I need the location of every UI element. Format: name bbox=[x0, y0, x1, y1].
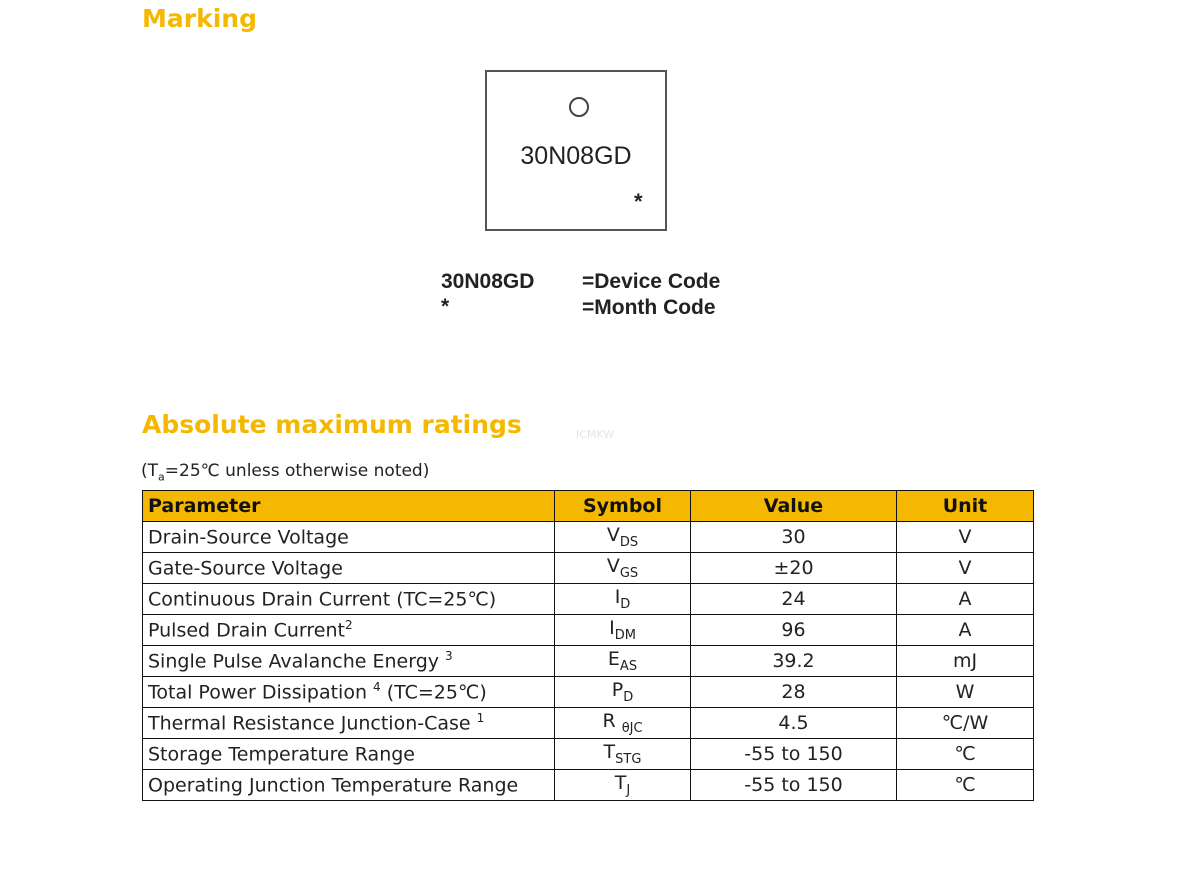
cell-symbol: $V_{GS}$ bbox=[555, 553, 691, 584]
chip-device-code: 30N08GD bbox=[520, 142, 632, 170]
legend-key-month: * bbox=[441, 295, 450, 318]
cell-value: 24 bbox=[691, 584, 897, 615]
table-row bbox=[143, 770, 1034, 801]
watermark-text: ICMKW bbox=[576, 428, 615, 441]
chip-package-diagram bbox=[485, 70, 667, 231]
cell-parameter: Single Pulse Avalanche Energy $^3$ bbox=[143, 646, 555, 677]
cell-symbol: $T_{STG}$ bbox=[555, 739, 691, 770]
ratings-table bbox=[142, 490, 1034, 801]
cell-unit: V bbox=[897, 522, 1034, 553]
cell-parameter: Operating Junction Temperature Range bbox=[143, 770, 555, 801]
cell-symbol: $T_J$ bbox=[555, 770, 691, 801]
marking-title: Marking bbox=[142, 4, 257, 33]
table-row bbox=[143, 708, 1034, 739]
table-row bbox=[143, 615, 1034, 646]
legend-key-device: 30N08GD bbox=[441, 270, 535, 293]
header-parameter: Parameter bbox=[143, 491, 555, 522]
cell-value: 28 bbox=[691, 677, 897, 708]
header-unit: Unit bbox=[897, 491, 1034, 522]
cell-symbol: $I_D$ bbox=[555, 584, 691, 615]
cell-unit: mJ bbox=[897, 646, 1034, 677]
chip-month-code-star: * bbox=[634, 189, 643, 214]
legend-value-device: =Device Code bbox=[582, 270, 721, 293]
table-row bbox=[143, 553, 1034, 584]
cell-parameter: Drain-Source Voltage bbox=[143, 522, 555, 553]
cell-unit: A bbox=[897, 584, 1034, 615]
table-header-row bbox=[143, 491, 1034, 522]
cell-symbol: R $_{\theta JC}$ bbox=[555, 708, 691, 739]
cell-unit: A bbox=[897, 615, 1034, 646]
cell-parameter: Pulsed Drain Current$^2$ bbox=[143, 615, 555, 646]
table-row bbox=[143, 646, 1034, 677]
header-symbol: Symbol bbox=[555, 491, 691, 522]
cell-value: ±20 bbox=[691, 553, 897, 584]
cell-parameter: Continuous Drain Current (TC=25℃) bbox=[143, 584, 555, 615]
pin1-circle-icon bbox=[569, 97, 589, 117]
cell-value: 30 bbox=[691, 522, 897, 553]
table-row bbox=[143, 584, 1034, 615]
table-row bbox=[143, 739, 1034, 770]
cell-symbol: $E_{AS}$ bbox=[555, 646, 691, 677]
cell-unit: ℃ bbox=[897, 739, 1034, 770]
cell-symbol: $V_{DS}$ bbox=[555, 522, 691, 553]
cell-value: -55 to 150 bbox=[691, 770, 897, 801]
cell-unit: V bbox=[897, 553, 1034, 584]
cell-symbol: $I_{DM}$ bbox=[555, 615, 691, 646]
table-row bbox=[143, 677, 1034, 708]
cell-unit: ℃ bbox=[897, 770, 1034, 801]
cell-parameter: Gate-Source Voltage bbox=[143, 553, 555, 584]
condition-note: ($T_a=25℃$ unless otherwise noted) bbox=[141, 461, 430, 484]
cell-parameter: Thermal Resistance Junction-Case $^1$ bbox=[143, 708, 555, 739]
cell-value: 39.2 bbox=[691, 646, 897, 677]
cell-parameter: Storage Temperature Range bbox=[143, 739, 555, 770]
legend-value-month: =Month Code bbox=[582, 296, 716, 319]
table-row bbox=[143, 522, 1034, 553]
cell-unit: ℃/W bbox=[897, 708, 1034, 739]
cell-parameter: Total Power Dissipation $^4$ (TC=25℃) bbox=[143, 677, 555, 708]
ratings-title: Absolute maximum ratings bbox=[142, 410, 522, 439]
cell-value: -55 to 150 bbox=[691, 739, 897, 770]
cell-symbol: $P_D$ bbox=[555, 677, 691, 708]
cell-unit: W bbox=[897, 677, 1034, 708]
cell-value: 4.5 bbox=[691, 708, 897, 739]
cell-value: 96 bbox=[691, 615, 897, 646]
header-value: Value bbox=[691, 491, 897, 522]
